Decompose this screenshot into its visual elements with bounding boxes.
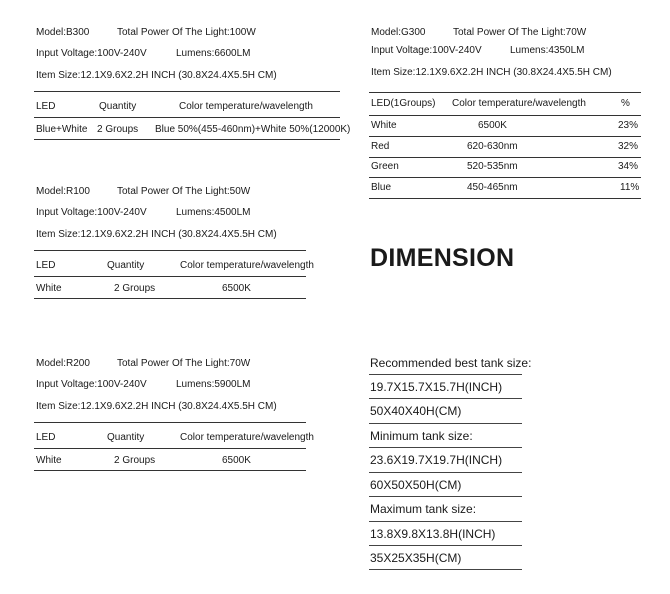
dimension-heading-minimum: Minimum tank size: [370,429,473,443]
size-label: Item Size:12.1X9.6X2.2H INCH (30.8X24.4X5.5H CM) [371,67,612,78]
cell-color-temp: Blue 50%(455-460nm)+White 50%(12000K) [155,124,351,135]
table-rule [369,198,641,199]
cell-led: Blue+White [36,124,88,135]
size-label: Item Size:12.1X9.6X2.2H INCH (30.8X24.4X5.5H CM) [36,229,277,240]
dimension-rule [369,569,522,570]
table-rule [34,298,306,299]
dimension-heading-recommended: Recommended best tank size: [370,356,532,370]
dimension-rule [369,472,522,473]
header-led: LED(1Groups) [371,98,436,109]
power-label: Total Power Of The Light:100W [117,27,256,38]
header-quantity: Quantity [107,432,145,443]
header-color-temp: Color temperature/wavelength [452,98,586,109]
table-rule [34,91,340,92]
size-label: Item Size:12.1X9.6X2.2H INCH (30.8X24.4X5.5H CM) [36,401,277,412]
cell-percent: 32% [618,141,639,152]
header-quantity: Quantity [99,101,137,112]
cell-color-temp: 6500K [222,283,251,294]
dimension-value: 19.7X15.7X15.7H(INCH) [370,380,503,394]
table-rule [369,115,641,116]
lumens-label: Lumens:6600LM [176,48,251,59]
cell-led: White [371,120,397,131]
table-rule [34,422,306,423]
dimension-rule [369,398,522,399]
cell-quantity: 2 Groups [114,283,156,294]
size-label: Item Size:12.1X9.6X2.2H INCH (30.8X24.4X5.5H CM) [36,70,277,81]
voltage-label: Input Voltage:100V-240V [36,207,147,218]
table-rule [34,139,340,140]
table-rule [369,92,641,93]
cell-color-temp: 520-535nm [467,161,518,172]
cell-led: Red [371,141,390,152]
dimension-rule [369,423,522,424]
header-led: LED [36,260,56,271]
dimension-value: 35X25X35H(CM) [370,551,462,565]
table-rule [34,448,306,449]
table-rule [34,250,306,251]
cell-led: White [36,283,62,294]
lumens-label: Lumens:5900LM [176,379,251,390]
dimension-title: DIMENSION [370,244,515,272]
dimension-heading-maximum: Maximum tank size: [370,502,477,516]
voltage-label: Input Voltage:100V-240V [371,45,482,56]
table-rule [34,276,306,277]
table-rule [369,177,641,178]
dimension-value: 50X40X40H(CM) [370,404,462,418]
header-percent: % [621,98,630,109]
cell-color-temp: 6500K [222,455,251,466]
power-label: Total Power Of The Light:50W [117,186,251,197]
table-rule [34,117,340,118]
dimension-rule [369,496,522,497]
header-quantity: Quantity [107,260,145,271]
model-label: Model:R100 [36,186,90,197]
header-color-temp: Color temperature/wavelength [180,432,314,443]
dimension-rule [369,374,522,375]
table-rule [34,470,306,471]
voltage-label: Input Voltage:100V-240V [36,48,147,59]
lumens-label: Lumens:4350LM [510,45,585,56]
header-led: LED [36,432,56,443]
table-rule [369,136,641,137]
cell-quantity: 2 Groups [114,455,156,466]
header-color-temp: Color temperature/wavelength [179,101,313,112]
cell-color-temp: 6500K [478,120,507,131]
model-label: Model:R200 [36,358,90,369]
header-led: LED [36,101,56,112]
cell-percent: 11% [620,182,640,193]
cell-led: White [36,455,62,466]
cell-percent: 23% [618,120,639,131]
dimension-value: 13.8X9.8X13.8H(INCH) [370,527,496,541]
model-label: Model:B300 [36,27,90,38]
cell-percent: 34% [618,161,639,172]
power-label: Total Power Of The Light:70W [117,358,251,369]
cell-color-temp: 450-465nm [467,182,518,193]
power-label: Total Power Of The Light:70W [453,27,587,38]
dimension-rule [369,521,522,522]
model-label: Model:G300 [371,27,426,38]
table-rule [369,157,641,158]
dimension-rule [369,545,522,546]
dimension-value: 23.6X19.7X19.7H(INCH) [370,453,503,467]
dimension-rule [369,447,522,448]
voltage-label: Input Voltage:100V-240V [36,379,147,390]
cell-quantity: 2 Groups [97,124,139,135]
dimension-value: 60X50X50H(CM) [370,478,462,492]
cell-color-temp: 620-630nm [467,141,518,152]
cell-led: Green [371,161,399,172]
header-color-temp: Color temperature/wavelength [180,260,314,271]
cell-led: Blue [371,182,392,193]
lumens-label: Lumens:4500LM [176,207,251,218]
